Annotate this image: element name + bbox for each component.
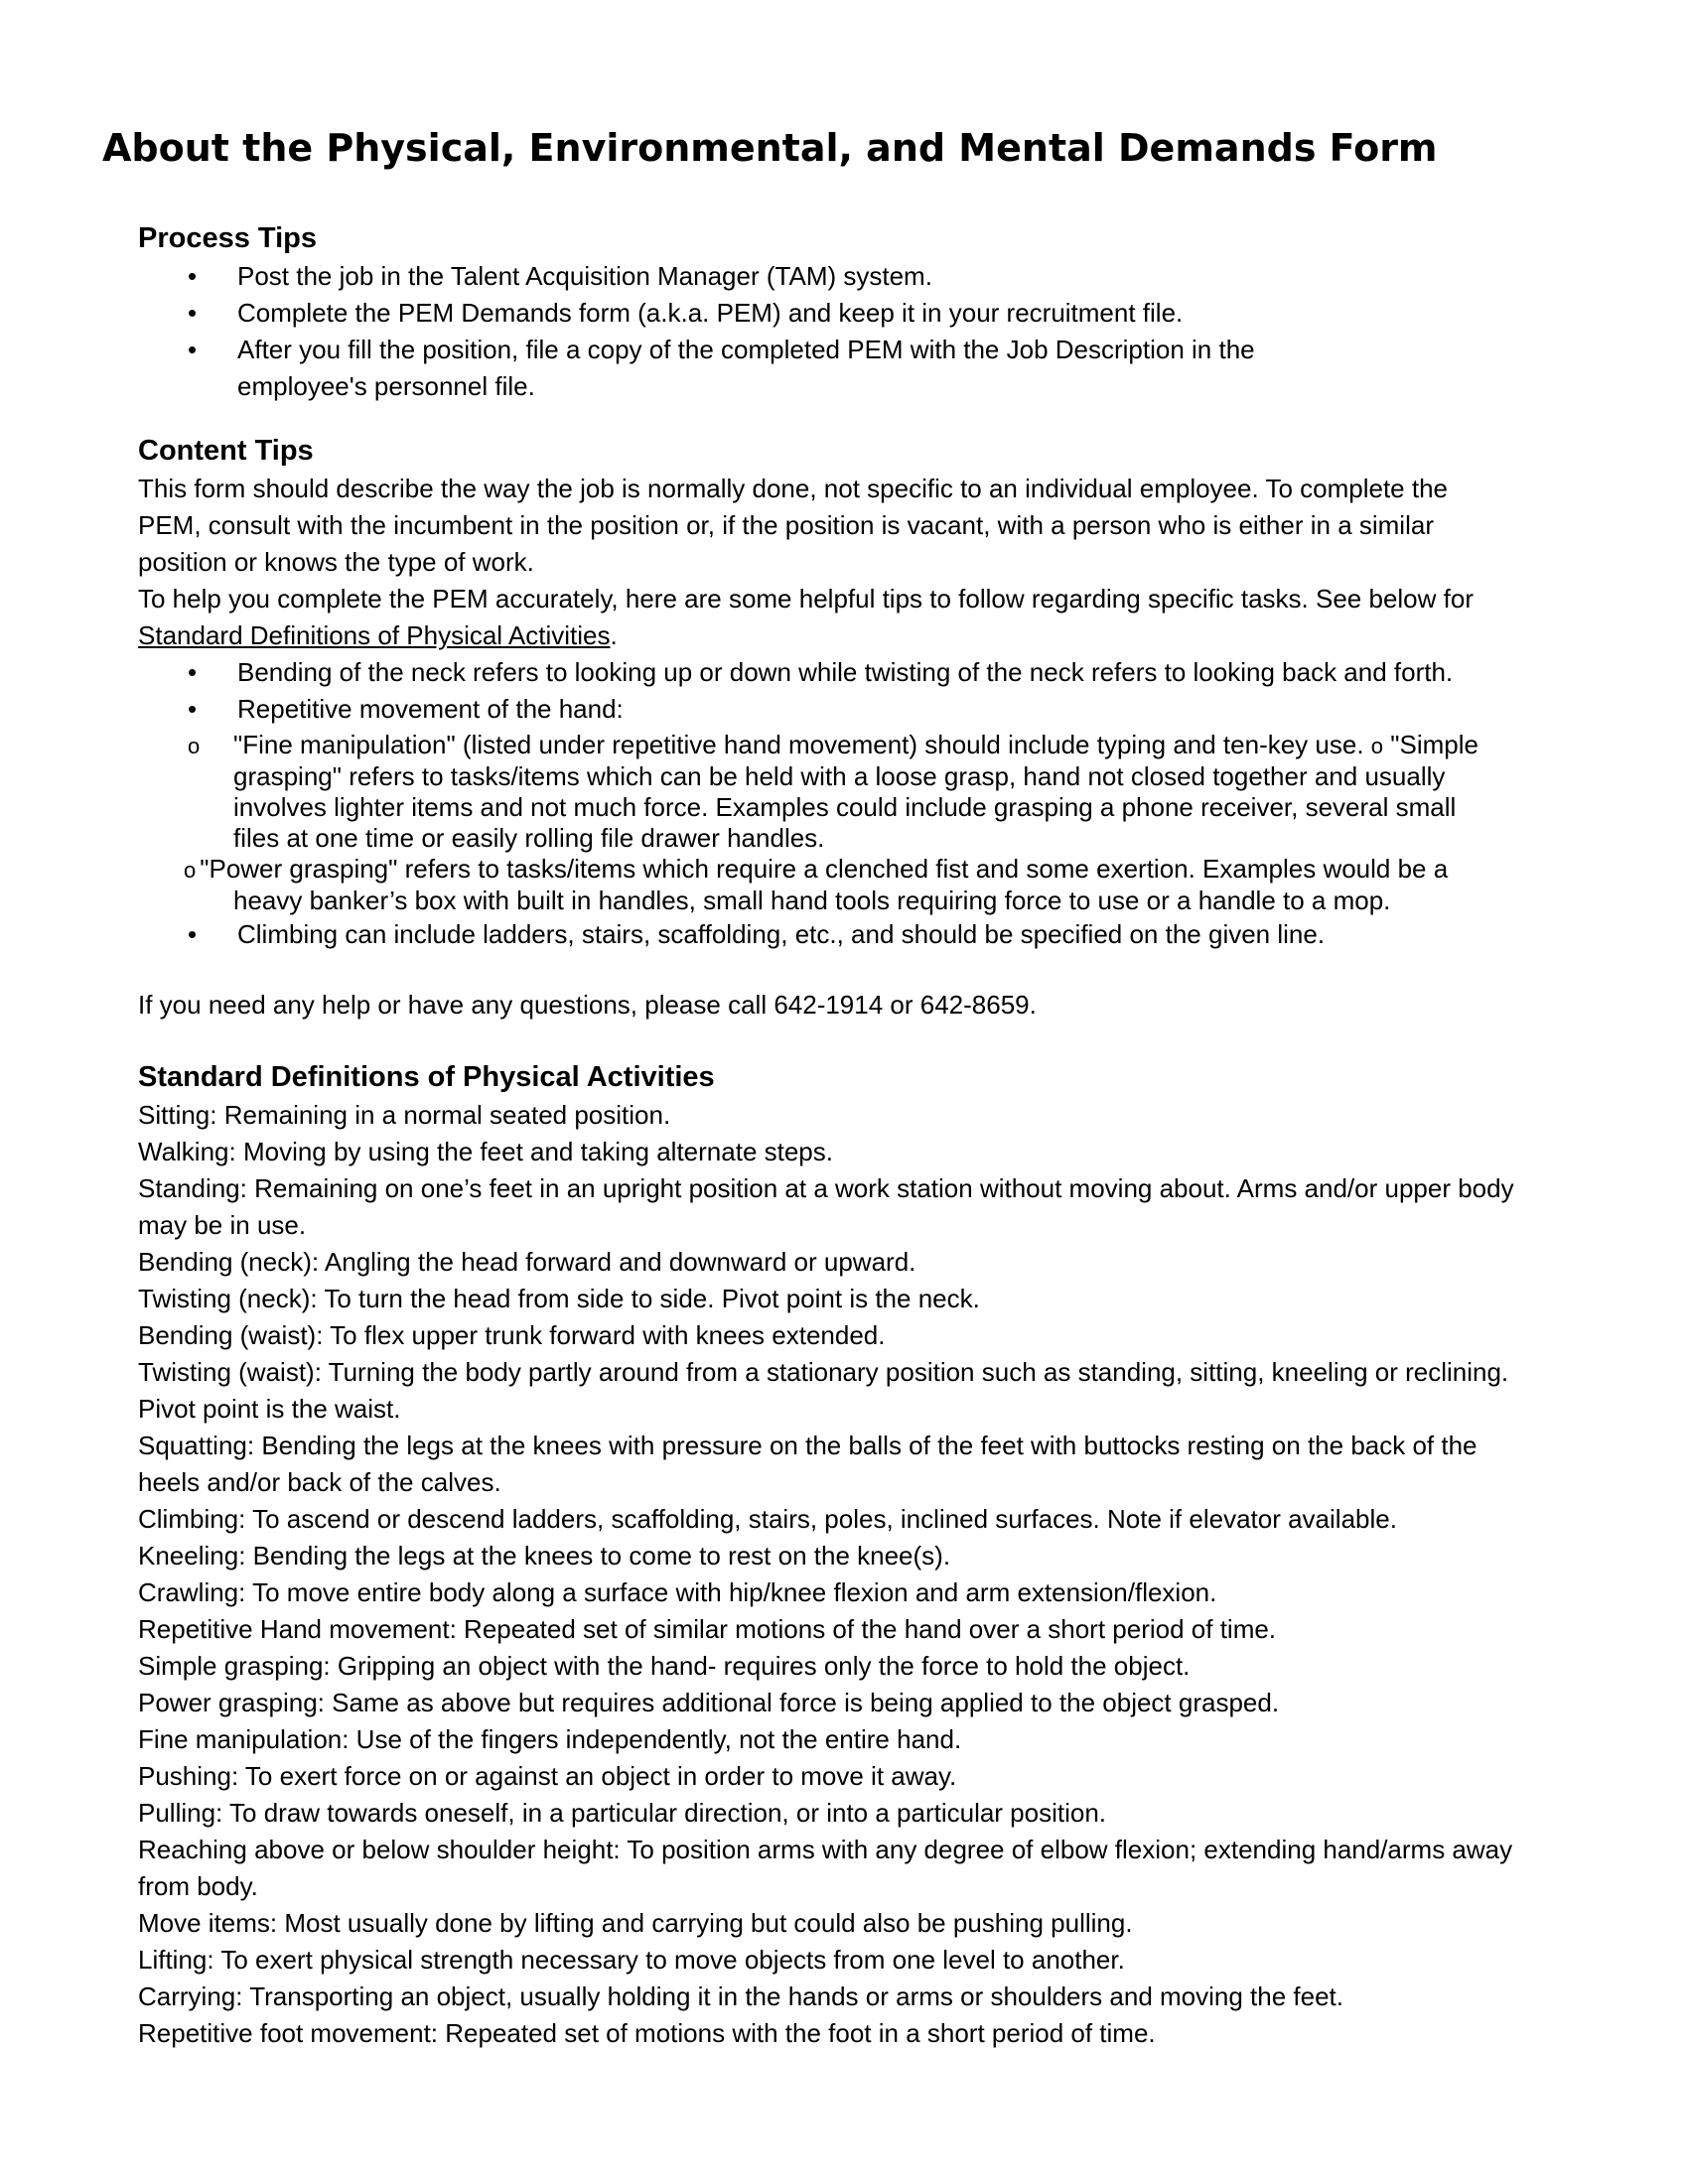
- sub-list-item: [138, 730, 1488, 854]
- definitions-heading: Standard Definitions of Physical Activities: [138, 1061, 715, 1093]
- list-item: [138, 295, 1548, 332]
- definition-item: Move items: Most usually done by lifting and carrying but could also be pushing pulling.: [138, 1908, 1133, 1938]
- sub-bullet-marker: o: [188, 734, 201, 758]
- definition-item: Twisting (waist): Turning the body partly around from a stationary position such as standing, sitting, kneeling or reclining. Pivot point is the waist.: [138, 1357, 1509, 1424]
- definition-item: Reaching above or below shoulder height: To position arms with any degree of elbow flexion; extending hand/arms away from body.: [138, 1835, 1513, 1901]
- definition-item: Lifting: To exert physical strength necessary to move objects from one level to another.: [138, 1945, 1125, 1975]
- list-item: [138, 916, 1548, 953]
- bullet-marker: •: [188, 298, 198, 328]
- content-tips-list: [138, 654, 1548, 728]
- content-tip-text: Bending of the neck refers to looking up or down while twisting of the neck refers to looking back and forth.: [237, 657, 1454, 687]
- bullet-marker: •: [188, 261, 198, 291]
- definition-item: Twisting (neck): To turn the head from side to side. Pivot point is the neck.: [138, 1284, 980, 1313]
- process-tip-text: After you fill the position, file a copy of the completed PEM with the Job Description in the employee's personnel file.: [237, 335, 1255, 401]
- definition-item: Pulling: To draw towards oneself, in a particular direction, or into a particular position.: [138, 1798, 1107, 1828]
- definition-item: Carrying: Transporting an object, usually holding it in the hands or arms or shoulders and moving the feet.: [138, 1981, 1344, 2011]
- paragraph-text: .: [610, 620, 618, 650]
- bullet-marker: •: [188, 657, 198, 687]
- sub-tip-text: "Fine manipulation" (listed under repetitive hand movement) should include typing and ten-key use.: [233, 730, 1364, 759]
- definitions-section: [138, 1057, 1548, 2052]
- content-tips-list: [138, 916, 1548, 953]
- sub-bullet-marker: o: [1370, 734, 1384, 758]
- bullet-marker: •: [188, 335, 198, 364]
- process-tip-text: Complete the PEM Demands form (a.k.a. PEM) and keep it in your recruitment file.: [237, 298, 1184, 328]
- paragraph-text: To help you complete the PEM accurately, here are some helpful tips to follow regarding specific tasks. See below for: [138, 584, 1474, 614]
- page-title: About the Physical, Environmental, and Mental Demands Form: [102, 126, 1438, 170]
- definition-item: Bending (neck): Angling the head forward and downward or upward.: [138, 1247, 916, 1277]
- sub-list-item: [138, 854, 1488, 916]
- definition-item: Fine manipulation: Use of the fingers independently, not the entire hand.: [138, 1724, 962, 1754]
- sub-tip-text: "Power grasping" refers to tasks/items which require a clenched fist and some exertion. Examples would be a heavy banker’s box with built in handles, small hand tools requiring force to use or a handle to a mop.: [200, 854, 1449, 915]
- help-contact-text: If you need any help or have any questions, please call 642-1914 or 642-8659.: [138, 990, 1037, 1020]
- process-tip-text: Post the job in the Talent Acquisition Manager (TAM) system.: [237, 261, 932, 291]
- definition-item: Power grasping: Same as above but requires additional force is being applied to the object grasped.: [138, 1688, 1280, 1717]
- definition-item: Pushing: To exert force on or against an object in order to move it away.: [138, 1761, 957, 1791]
- bullet-marker: •: [188, 919, 198, 949]
- content-tips-paragraph: This form should describe the way the job is normally done, not specific to an individual employee. To complete the PEM, consult with the incumbent in the position or, if the position is vacant, with a person who is either in a similar position or knows the type of work.: [138, 474, 1449, 577]
- process-tips-list: [138, 258, 1548, 405]
- definition-item: Squatting: Bending the legs at the knees with pressure on the balls of the feet with buttocks resting on the back of the heels and/or back of the calves.: [138, 1431, 1477, 1497]
- definition-item: Crawling: To move entire body along a surface with hip/knee flexion and arm extension/flexion.: [138, 1577, 1217, 1607]
- list-item: [138, 258, 1548, 295]
- list-item: [138, 332, 1548, 405]
- process-tips-section: [138, 218, 1548, 405]
- definition-item: Repetitive foot movement: Repeated set of motions with the foot in a short period of time.: [138, 2018, 1156, 2048]
- bullet-marker: •: [188, 694, 198, 724]
- definition-item: Walking: Moving by using the feet and taking alternate steps.: [138, 1137, 833, 1166]
- definition-item: Sitting: Remaining in a normal seated position.: [138, 1100, 671, 1130]
- process-tips-heading: Process Tips: [138, 222, 318, 254]
- definitions-link[interactable]: Standard Definitions of Physical Activities: [138, 620, 611, 650]
- content-tips-heading: Content Tips: [138, 435, 314, 467]
- list-item: [138, 691, 1548, 728]
- definitions-list: [138, 1097, 1548, 2052]
- definition-item: Repetitive Hand movement: Repeated set of similar motions of the hand over a short period of time.: [138, 1614, 1277, 1644]
- sub-bullet-marker: o: [184, 858, 197, 883]
- definition-item: Bending (waist): To flex upper trunk forward with knees extended.: [138, 1320, 886, 1350]
- list-item: [138, 654, 1588, 691]
- content-tip-text: Climbing can include ladders, stairs, scaffolding, etc., and should be specified on the given line.: [237, 919, 1326, 949]
- content-tip-text: Repetitive movement of the hand:: [237, 694, 624, 724]
- definition-item: Climbing: To ascend or descend ladders, scaffolding, stairs, poles, inclined surfaces. Note if elevator available.: [138, 1504, 1397, 1534]
- document-body: [138, 218, 1548, 2052]
- definition-item: Standing: Remaining on one’s feet in an upright position at a work station without moving about. Arms and/or upper body may be in use.: [138, 1173, 1514, 1240]
- content-tips-section: [138, 431, 1548, 953]
- definition-item: Kneeling: Bending the legs at the knees to come to rest on the knee(s).: [138, 1541, 951, 1570]
- sub-tip-text: "Simple grasping" refers to tasks/items which can be held with a loose grasp, hand not closed together and usually involves lighter items and not much force. Examples could include grasping a phone receiver, several small files at one time or easily rolling file drawer handles.: [233, 730, 1478, 853]
- hand-movement-sublist: [138, 730, 1548, 916]
- definition-item: Simple grasping: Gripping an object with the hand- requires only the force to hold the object.: [138, 1651, 1191, 1681]
- content-tips-paragraph: [138, 581, 1548, 654]
